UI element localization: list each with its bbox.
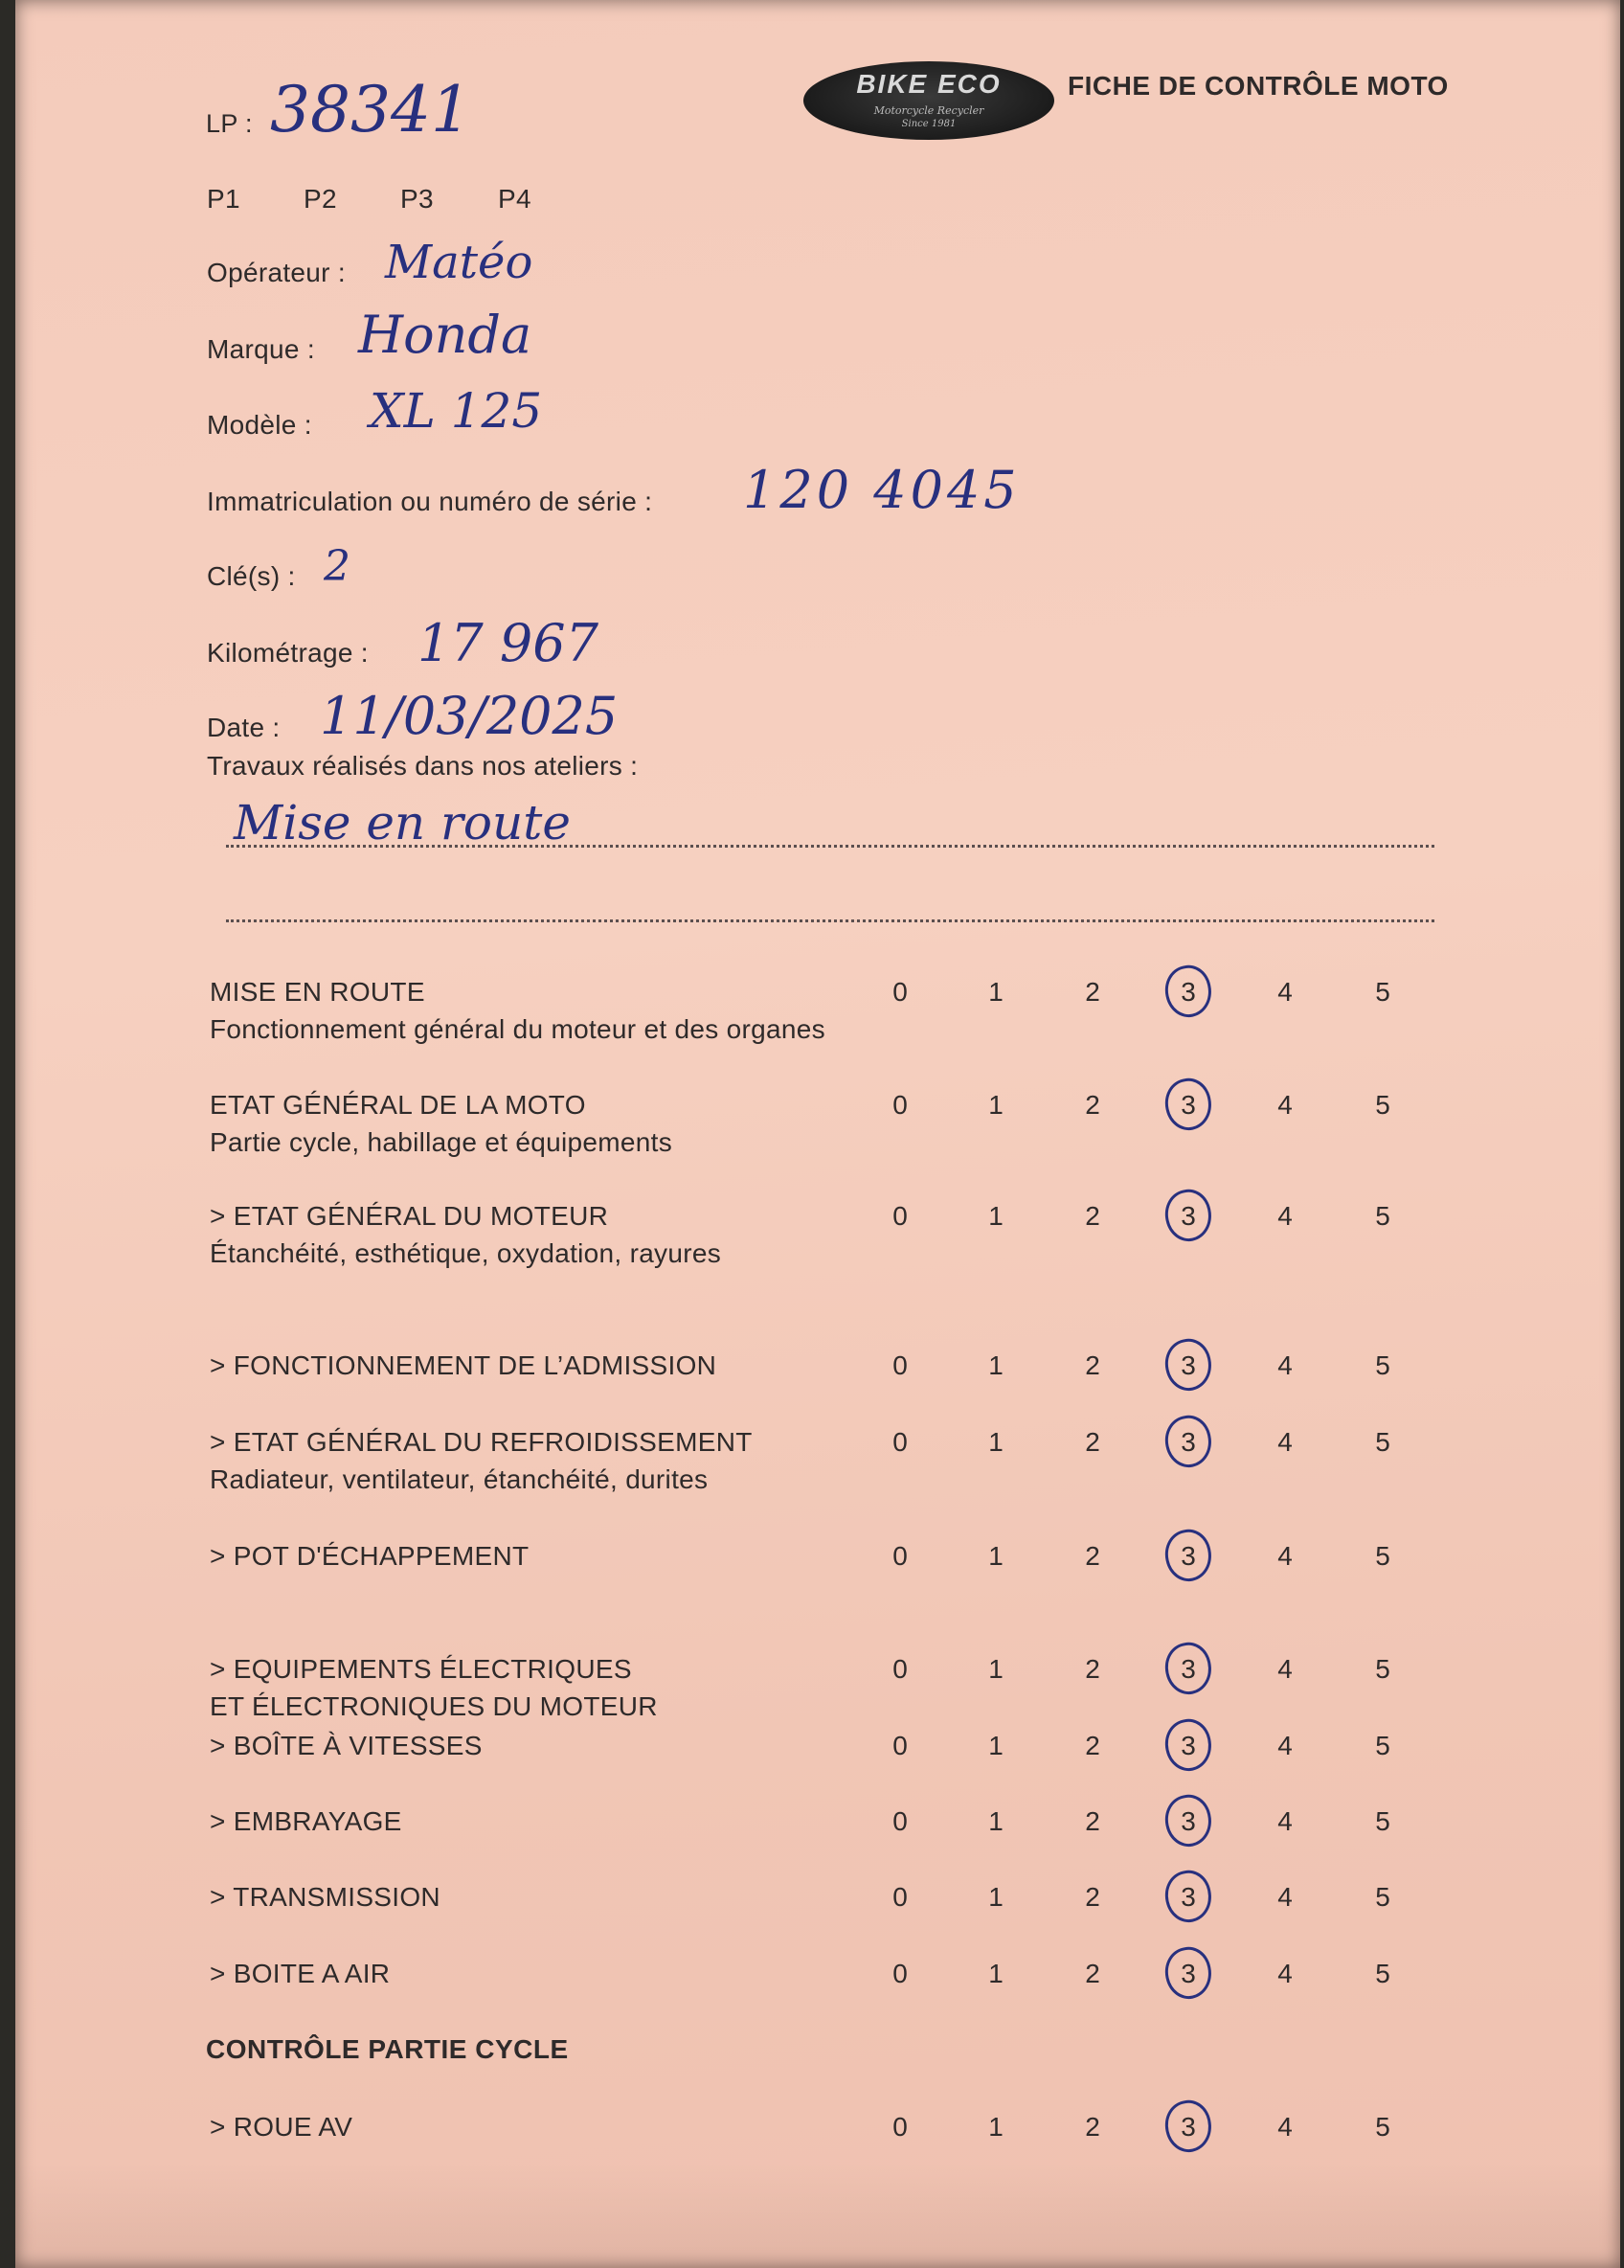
score-option-0[interactable]: 0 xyxy=(892,1731,908,1760)
operator-label: Opérateur : xyxy=(207,258,346,287)
score-option-3[interactable]: 3 xyxy=(1181,1541,1196,1571)
score-option-5[interactable]: 5 xyxy=(1375,1427,1390,1457)
score-option-1[interactable]: 1 xyxy=(988,1427,1004,1457)
score-option-5[interactable]: 5 xyxy=(1375,977,1390,1007)
selected-score-circle xyxy=(1161,1075,1216,1135)
score-option-1[interactable]: 1 xyxy=(988,1959,1004,1988)
score-option-0[interactable]: 0 xyxy=(892,1882,908,1912)
keys-value[interactable]: 2 xyxy=(324,542,350,591)
document-title: FICHE DE CONTRÔLE MOTO xyxy=(1068,71,1449,101)
position-p2[interactable]: P2 xyxy=(304,184,337,214)
model-label: Modèle : xyxy=(207,410,312,440)
position-p1[interactable]: P1 xyxy=(207,184,240,214)
selected-score-circle xyxy=(1161,1526,1216,1586)
score-option-3[interactable]: 3 xyxy=(1181,1201,1196,1231)
works-value[interactable]: Mise en route xyxy=(234,795,571,850)
score-option-2[interactable]: 2 xyxy=(1085,1654,1100,1684)
keys-label: Clé(s) : xyxy=(207,561,296,591)
selected-score-circle xyxy=(1161,1715,1216,1776)
score-option-5[interactable]: 5 xyxy=(1375,1654,1390,1684)
score-option-1[interactable]: 1 xyxy=(988,1350,1004,1380)
registration-label: Immatriculation ou numéro de série : xyxy=(207,487,653,516)
position-p4[interactable]: P4 xyxy=(498,184,531,214)
rating-title: > EQUIPEMENTS ÉLECTRIQUES xyxy=(210,1654,632,1684)
score-option-3[interactable]: 3 xyxy=(1181,1090,1196,1120)
selected-score-circle xyxy=(1161,1867,1216,1927)
score-option-1[interactable]: 1 xyxy=(988,1882,1004,1912)
rating-title: > ETAT GÉNÉRAL DU REFROIDISSEMENT xyxy=(210,1427,753,1457)
score-option-2[interactable]: 2 xyxy=(1085,1350,1100,1380)
score-option-4[interactable]: 4 xyxy=(1277,1882,1293,1912)
score-option-1[interactable]: 1 xyxy=(988,977,1004,1007)
score-option-5[interactable]: 5 xyxy=(1375,1090,1390,1120)
score-option-0[interactable]: 0 xyxy=(892,977,908,1007)
score-option-4[interactable]: 4 xyxy=(1277,1090,1293,1120)
score-option-5[interactable]: 5 xyxy=(1375,1731,1390,1760)
selected-score-circle xyxy=(1161,1186,1216,1246)
score-option-0[interactable]: 0 xyxy=(892,1201,908,1231)
selected-score-circle xyxy=(1161,1412,1216,1472)
score-option-1[interactable]: 1 xyxy=(988,1090,1004,1120)
rating-title: > ETAT GÉNÉRAL DU MOTEUR xyxy=(210,1201,609,1231)
score-option-1[interactable]: 1 xyxy=(988,2112,1004,2142)
rating-subtitle: ET ÉLECTRONIQUES DU MOTEUR xyxy=(210,1691,658,1721)
mileage-value[interactable]: 17 967 xyxy=(417,613,598,673)
score-option-4[interactable]: 4 xyxy=(1277,1541,1293,1571)
selected-score-circle xyxy=(1161,1943,1216,2004)
score-option-3[interactable]: 3 xyxy=(1181,1806,1196,1836)
cycle-section-heading: CONTRÔLE PARTIE CYCLE xyxy=(206,2034,569,2064)
logo-tagline: Motorcycle Recycler xyxy=(873,104,984,117)
score-option-4[interactable]: 4 xyxy=(1277,1427,1293,1457)
registration-value[interactable]: 120 4045 xyxy=(743,460,1021,520)
score-option-3[interactable]: 3 xyxy=(1181,977,1196,1007)
score-option-5[interactable]: 5 xyxy=(1375,1541,1390,1571)
score-option-5[interactable]: 5 xyxy=(1375,1959,1390,1988)
rating-title: > TRANSMISSION xyxy=(210,1882,440,1912)
score-option-1[interactable]: 1 xyxy=(988,1654,1004,1684)
logo-since: Since 1981 xyxy=(901,119,957,129)
bike-eco-logo xyxy=(803,61,1054,140)
operator-value[interactable]: Matéo xyxy=(385,236,533,289)
position-p3[interactable]: P3 xyxy=(400,184,434,214)
selected-score-circle xyxy=(1161,962,1216,1022)
score-option-4[interactable]: 4 xyxy=(1277,977,1293,1007)
date-value[interactable]: 11/03/2025 xyxy=(320,686,619,746)
selected-score-circle xyxy=(1161,1335,1216,1395)
score-option-0[interactable]: 0 xyxy=(892,1654,908,1684)
works-label: Travaux réalisés dans nos ateliers : xyxy=(207,751,639,781)
score-option-3[interactable]: 3 xyxy=(1181,2112,1196,2142)
rating-title: ETAT GÉNÉRAL DE LA MOTO xyxy=(210,1090,586,1120)
score-option-4[interactable]: 4 xyxy=(1277,1731,1293,1760)
score-option-0[interactable]: 0 xyxy=(892,1959,908,1988)
score-option-4[interactable]: 4 xyxy=(1277,2112,1293,2142)
rating-subtitle: Étanchéité, esthétique, oxydation, rayures xyxy=(210,1238,722,1268)
score-option-3[interactable]: 3 xyxy=(1181,1350,1196,1380)
score-option-3[interactable]: 3 xyxy=(1181,1427,1196,1457)
score-option-2[interactable]: 2 xyxy=(1085,1090,1100,1120)
date-label: Date : xyxy=(207,713,281,742)
score-option-3[interactable]: 3 xyxy=(1181,1731,1196,1760)
works-line-1 xyxy=(226,845,1434,848)
score-option-2[interactable]: 2 xyxy=(1085,1806,1100,1836)
rating-subtitle: Partie cycle, habillage et équipements xyxy=(210,1127,673,1157)
score-option-3[interactable]: 3 xyxy=(1181,1959,1196,1988)
score-option-2[interactable]: 2 xyxy=(1085,1959,1100,1988)
rating-subtitle: Fonctionnement général du moteur et des organes xyxy=(210,1014,825,1044)
rating-title: > ROUE AV xyxy=(210,2112,353,2142)
logo-brand: BIKE ECO xyxy=(856,69,1002,99)
lp-value[interactable]: 38341 xyxy=(270,73,471,147)
selected-score-circle xyxy=(1161,1639,1216,1699)
score-option-3[interactable]: 3 xyxy=(1181,1882,1196,1912)
model-value[interactable]: XL 125 xyxy=(370,383,543,439)
score-option-5[interactable]: 5 xyxy=(1375,1882,1390,1912)
score-option-2[interactable]: 2 xyxy=(1085,1427,1100,1457)
score-option-5[interactable]: 5 xyxy=(1375,1350,1390,1380)
score-option-1[interactable]: 1 xyxy=(988,1541,1004,1571)
score-option-0[interactable]: 0 xyxy=(892,2112,908,2142)
score-option-1[interactable]: 1 xyxy=(988,1806,1004,1836)
rating-title: > EMBRAYAGE xyxy=(210,1806,402,1836)
rating-subtitle: Radiateur, ventilateur, étanchéité, durites xyxy=(210,1464,709,1494)
rating-title: > POT D'ÉCHAPPEMENT xyxy=(210,1541,530,1571)
score-option-2[interactable]: 2 xyxy=(1085,1731,1100,1760)
score-option-4[interactable]: 4 xyxy=(1277,1350,1293,1380)
control-sheet xyxy=(15,0,1620,2268)
brand-value[interactable]: Honda xyxy=(358,305,532,365)
rating-title: MISE EN ROUTE xyxy=(210,977,425,1007)
score-option-2[interactable]: 2 xyxy=(1085,1201,1100,1231)
rating-title: > BOITE A AIR xyxy=(210,1959,391,1988)
score-option-4[interactable]: 4 xyxy=(1277,1654,1293,1684)
rating-title: > BOÎTE À VITESSES xyxy=(210,1731,483,1760)
lp-label: LP : xyxy=(206,109,253,138)
score-option-5[interactable]: 5 xyxy=(1375,1201,1390,1231)
works-line-2 xyxy=(226,919,1434,922)
score-option-0[interactable]: 0 xyxy=(892,1541,908,1571)
selected-score-circle xyxy=(1161,1791,1216,1851)
score-option-4[interactable]: 4 xyxy=(1277,1959,1293,1988)
score-option-0[interactable]: 0 xyxy=(892,1350,908,1380)
brand-label: Marque : xyxy=(207,334,315,364)
mileage-label: Kilométrage : xyxy=(207,638,369,668)
score-option-3[interactable]: 3 xyxy=(1181,1654,1196,1684)
score-option-0[interactable]: 0 xyxy=(892,1806,908,1836)
score-option-2[interactable]: 2 xyxy=(1085,977,1100,1007)
score-option-5[interactable]: 5 xyxy=(1375,2112,1390,2142)
score-option-0[interactable]: 0 xyxy=(892,1090,908,1120)
score-option-4[interactable]: 4 xyxy=(1277,1806,1293,1836)
score-option-0[interactable]: 0 xyxy=(892,1427,908,1457)
selected-score-circle xyxy=(1161,2097,1216,2157)
score-option-1[interactable]: 1 xyxy=(988,1201,1004,1231)
score-option-2[interactable]: 2 xyxy=(1085,2112,1100,2142)
score-option-1[interactable]: 1 xyxy=(988,1731,1004,1760)
rating-title: > FONCTIONNEMENT DE L’ADMISSION xyxy=(210,1350,717,1380)
score-option-2[interactable]: 2 xyxy=(1085,1541,1100,1571)
score-option-2[interactable]: 2 xyxy=(1085,1882,1100,1912)
score-option-4[interactable]: 4 xyxy=(1277,1201,1293,1231)
score-option-5[interactable]: 5 xyxy=(1375,1806,1390,1836)
